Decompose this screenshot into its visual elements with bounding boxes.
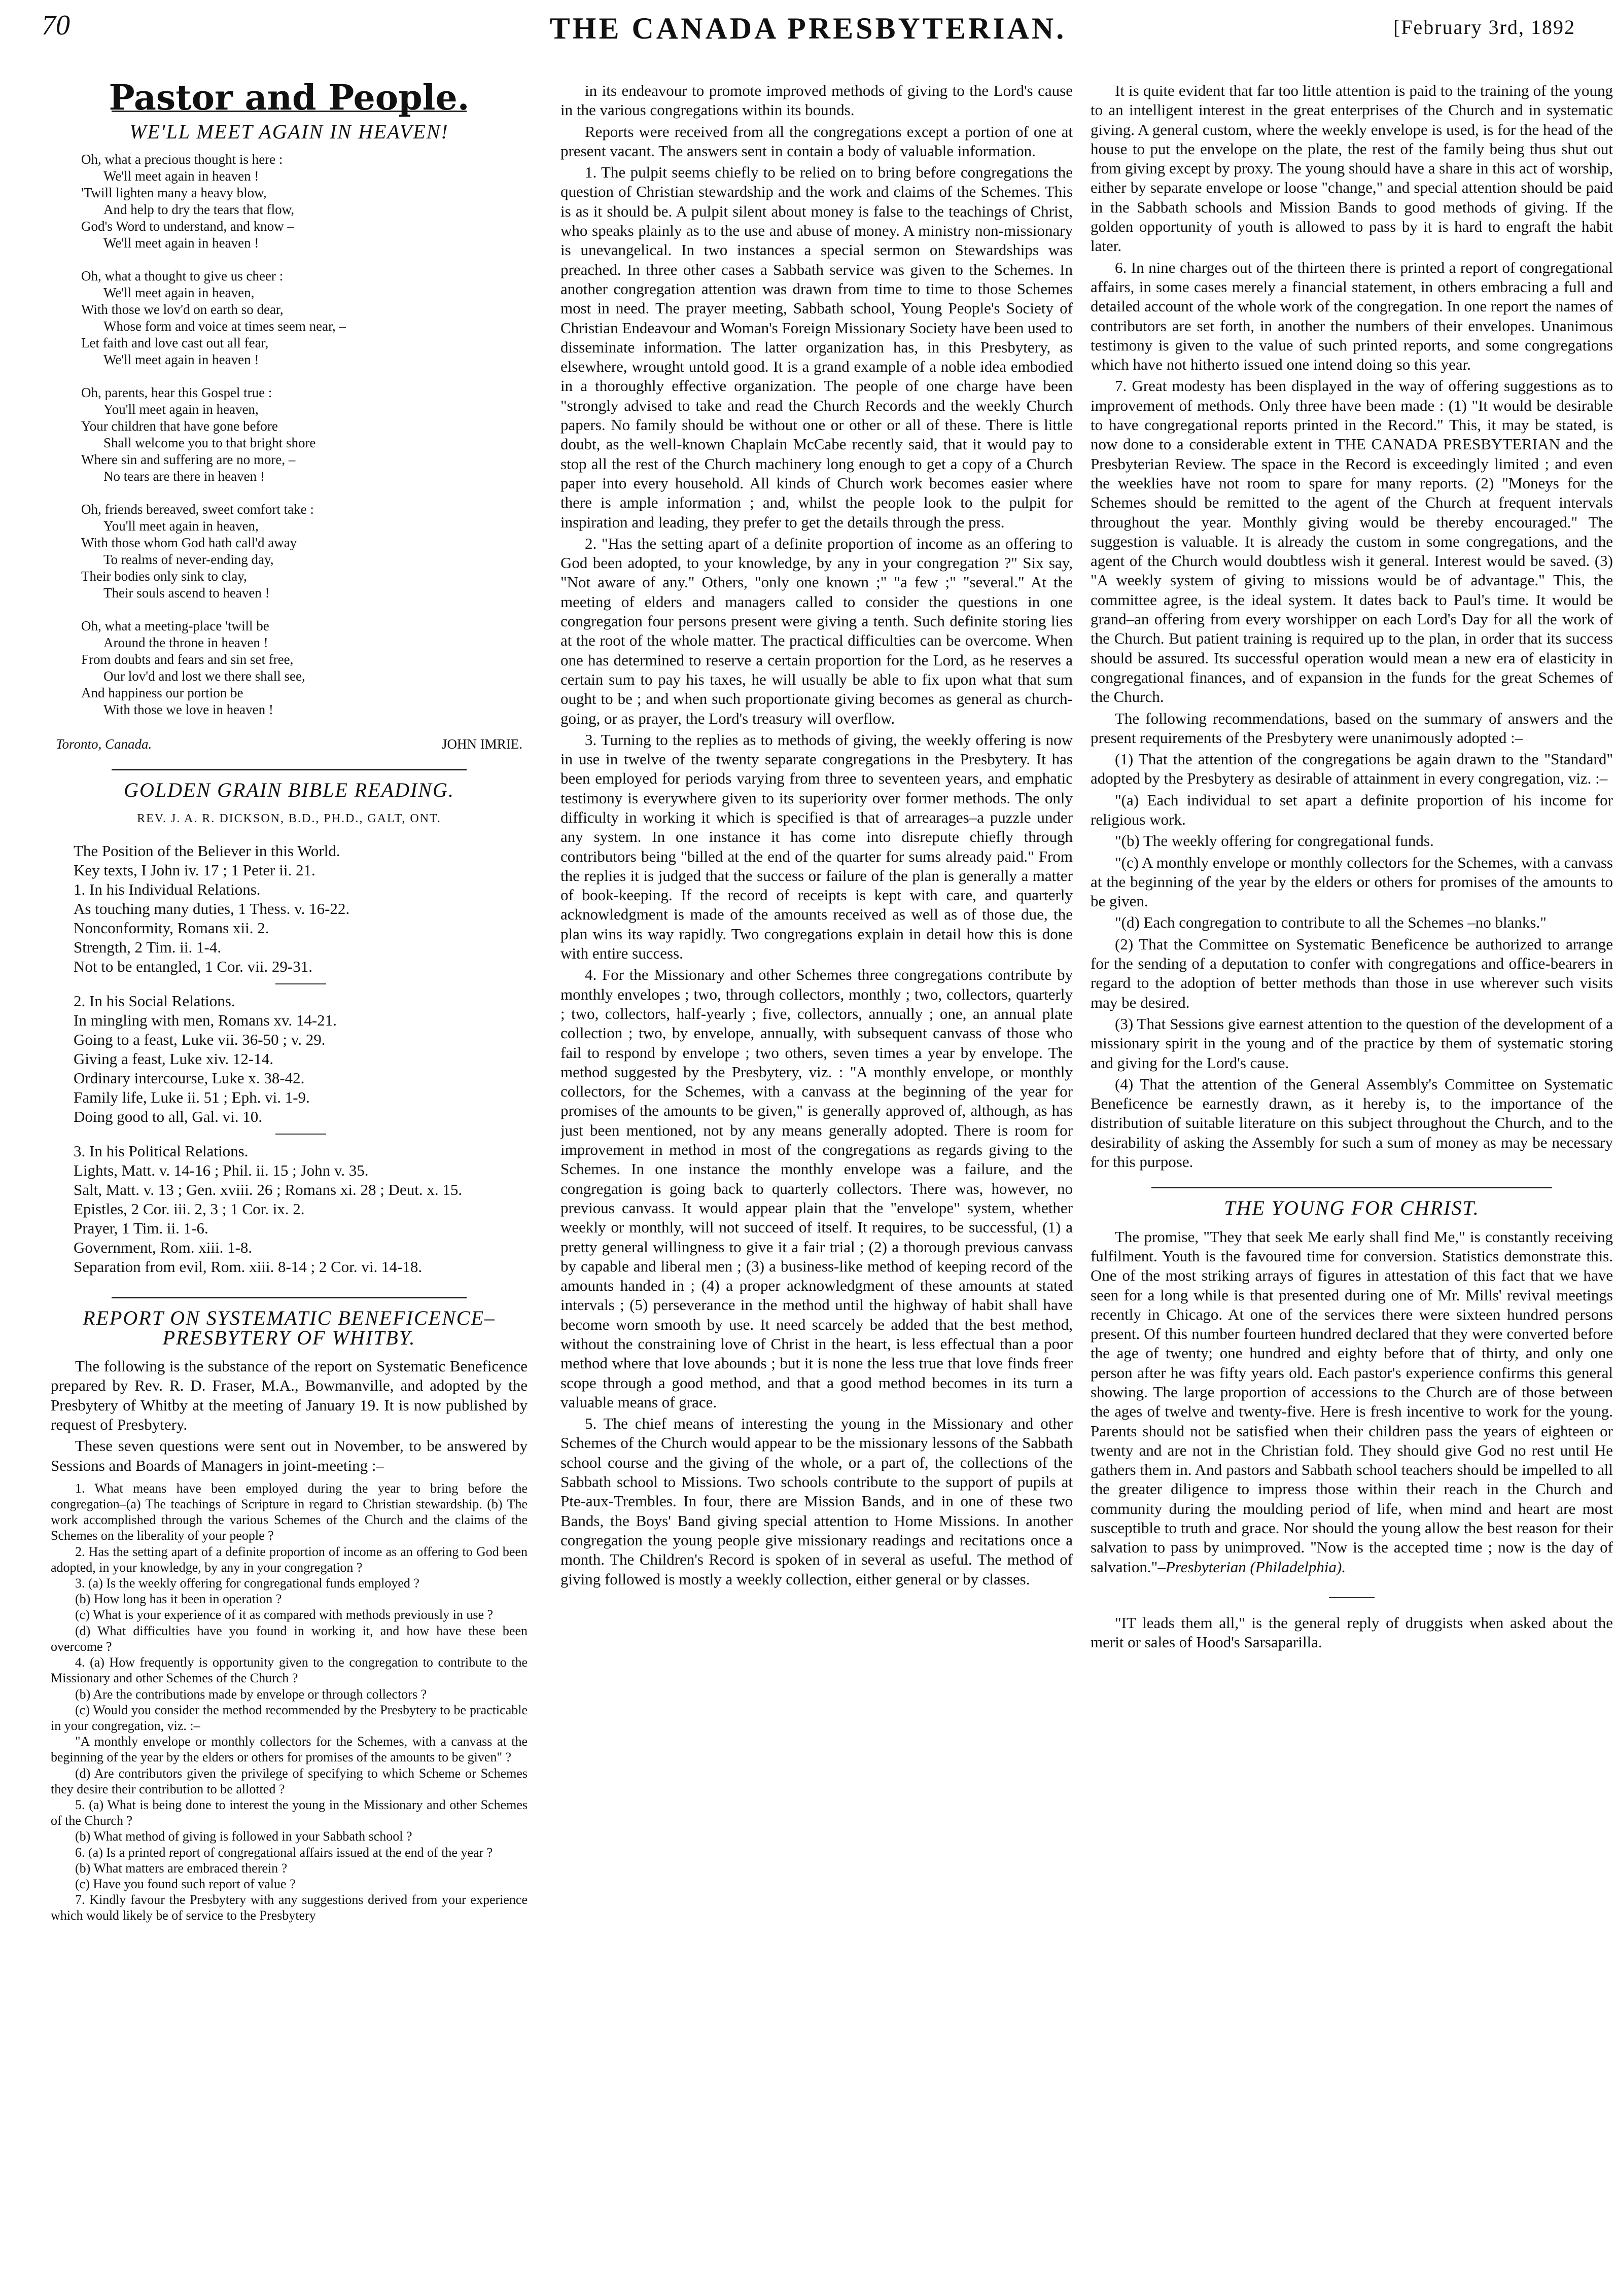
- report-question: "A monthly envelope or monthly collectors for the Schemes, with a canvass at the beginning of the year by the elders or others for promises of the amounts to be given" ?: [51, 1734, 528, 1765]
- article-paragraph: (3) That Sessions give earnest attention to the question of the development of a missionary spirit in the young and of the practice by them of systematic storing and giving for the Lord's cause.: [1091, 1014, 1613, 1072]
- poem-line: No tears are there in heaven !: [103, 468, 265, 484]
- report-question: (c) Have you found such report of value ?: [75, 1876, 296, 1891]
- poem-line: Shall welcome you to that bright shore: [103, 435, 316, 450]
- bible-reading-line: Not to be entangled, 1 Cor. vii. 29-31.: [74, 958, 312, 976]
- report-question: (c) Would you consider the method recommended by the Presbytery to be practicable in your congregation, viz. :–: [51, 1702, 528, 1733]
- bible-reading-line: Salt, Matt. v. 13 ; Gen. xviii. 26 ; Romans xi. 28 ; Deut. x. 15.: [74, 1181, 463, 1199]
- young-for-christ-source: –Presbyterian (Philadelphia).: [1157, 1558, 1346, 1576]
- report-question: 2. Has the setting apart of a definite proportion of income as an offering to God been adopted, in your knowledge, by any in your congregation ?: [51, 1544, 528, 1575]
- advertisement: "IT leads them all," is the general reply of druggists when asked about the merit or sales of Hood's Sarsaparilla.: [1091, 1613, 1613, 1651]
- article-paragraph: The following recommendations, based on the summary of answers and the present requirements of the Presbytery were unanimously adopted :–: [1091, 709, 1613, 747]
- report-question: (d) Are contributors given the privilege of specifying to which Scheme or Schemes they desire their contribution to be allotted ?: [51, 1765, 528, 1796]
- article-paragraph: 7. Great modesty has been displayed in the way of offering suggestions as to improvement of methods. Only three have been made : (1) "It would be desirable to have congregational reports printed in the Record." This, it may be stated, is now done to a considerable extent in THE CANADA PRESBYTERIAN and the Presbyterian Review. The space in the Record is exceedingly limited ; and even the weeklies have not room to spare for many reports. (2) "Moneys for the Schemes should be remitted to the agent of the Church at frequent intervals throughout the year. Monthly giving would be thereby encouraged." The suggestion is valuable. It is already the custom in some congregations, and the agent of the Church would doubtless wish it general. Interest would be saved. (3) "A weekly system of giving to missions would be of advantage." This, the committee agree, is the ideal system. It dates back to Paul's time. It would be grand–an offering from every worshipper on each Lord's Day for all the work of the Church. But patient training is required up to the plan, in order that its success should be assured. Its successful operation would mean a new era of elasticity in congregational finances, and of expansion in the funds for the great Schemes of the Church.: [1091, 377, 1613, 706]
- bible-reading-line: Lights, Matt. v. 14-16 ; Phil. ii. 15 ; John v. 35.: [74, 1161, 369, 1180]
- article-paragraph: 5. The chief means of interesting the young in the Missionary and other Schemes of the Church would appear to be the missionary lessons of the Sabbath school course and the giving of the whole, or a part of, the collections of the Sabbath school to Missions. Two schools contribute to the support of pupils at Pte-aux-Trembles. In four, there are Mission Bands, and in one of these two Bands, the Boys' Band giving special attention to Home Missions. In another congregation the young people give missionary readings and recitations once a month. The Children's Record is spoken of in several as useful. The method of giving followed is mostly a weekly collection, either general or by classes.: [560, 1415, 1073, 1588]
- bible-reading-line: Prayer, 1 Tim. ii. 1-6.: [74, 1219, 208, 1238]
- bible-reading-line: Family life, Luke ii. 51 ; Eph. vi. 1-9.: [74, 1088, 310, 1107]
- poem-line: You'll meet again in heaven,: [103, 401, 259, 417]
- bible-reading-line: The Position of the Believer in this World.: [74, 842, 340, 860]
- poem-author: JOHN IMRIE.: [442, 736, 522, 752]
- poem-line: From doubts and fears and sin set free,: [81, 651, 294, 667]
- poem-line: Around the throne in heaven !: [103, 634, 268, 650]
- poem: [81, 151, 528, 718]
- poem-line: With those we lov'd on earth so dear,: [81, 301, 284, 317]
- poem-line: We'll meet again in heaven !: [103, 235, 259, 251]
- poem-line: Let faith and love cast out all fear,: [81, 335, 269, 350]
- poem-line: Their souls ascend to heaven !: [103, 585, 270, 601]
- bible-reading-line: Giving a feast, Luke xiv. 12-14.: [74, 1050, 274, 1068]
- poem-stanza: [81, 618, 528, 718]
- article-paragraph: 1. The pulpit seems chiefly to be relied on to bring before congregations the question of Christian stewardship and the work and claims of the Schemes. This is as it should be. A pulpit silent about money is false to the teachings of Christ, who speaks plainly as to the use and abuse of money. A ministry non-missionary is unevangelical. In two instances a special sermon on Stewardships was preached. In three other cases a Sabbath service was given to the Schemes. In another congregation attention was drawn from time to time to those Schemes most in need. The prayer meeting, Sabbath school, Young People's Society of Christian Endeavour and Woman's Foreign Missionary Society have been used to disseminate information. The latter organization has, in this Presbytery, as elsewhere, wrought untold good. It is a grand example of a noble idea embodied in a thoroughly effective organization. The people of one charge have been "strongly advised to take and read the Church Records and the weekly Church papers. No family should be without one or other or all of these. There is little doubt, as the well-known Chaplain McCabe recently said, that it would pay to stop all the rest of the Church machinery long enough to get a copy of a Church paper into every household. All kinds of Church work becomes easier where there is ample information ; and, whilst the people look to the pulpit for inspiration and leading, they prefer to get the details through the press.: [560, 163, 1073, 531]
- article-paragraph: Reports were received from all the congregations except a portion of one at present vacant. The answers sent in contain a body of valuable information.: [560, 122, 1073, 160]
- report-question: (d) What difficulties have you found in working it, and how have these been overcome ?: [51, 1623, 528, 1654]
- article-paragraph: "(c) A monthly envelope or monthly collectors for the Schemes, with a canvass at the beginning of the year by the elders or others for promises of the amounts to be given.: [1091, 853, 1613, 910]
- poem-line: Our lov'd and lost we there shall see,: [103, 668, 305, 684]
- bible-reading-line: Nonconformity, Romans xii. 2.: [74, 919, 269, 937]
- poem-stanza: [81, 151, 528, 252]
- article-paragraph: (4) That the attention of the General Assembly's Committee on Systematic Beneficence be earnestly drawn, as it hereby is, to the importance of the distribution of suitable literature on this subject throughout the Church, and to the desirability of asking the Assembly for such a sum of money as may be necessary for this purpose.: [1091, 1075, 1613, 1171]
- poem-line: Oh, what a thought to give us cheer :: [81, 268, 284, 284]
- column-2: [560, 81, 1073, 2282]
- newspaper-title: THE CANADA PRESBYTERIAN.: [549, 12, 1067, 45]
- report-continuation: [1091, 81, 1613, 1172]
- report-question: 5. (a) What is being done to interest the young in the Missionary and other Schemes of the Church ?: [51, 1797, 528, 1828]
- article-paragraph: "(d) Each congregation to contribute to all the Schemes –no blanks.": [1115, 913, 1547, 932]
- bible-reading: [74, 841, 528, 1277]
- poem-stanza: [81, 384, 528, 485]
- bible-reading-line: Strength, 2 Tim. ii. 1-4.: [74, 938, 222, 957]
- report-question: (b) What method of giving is followed in your Sabbath school ?: [75, 1829, 412, 1844]
- poem-line: You'll meet again in heaven,: [103, 518, 259, 534]
- report-paragraph: The following is the substance of the report on Systematic Beneficence prepared by Rev. R. D. Fraser, M.A., Bowmanville, and adopted by the Presbytery of Whitby at the meeting of January 19. It is now published by request of Presbytery.: [51, 1357, 528, 1433]
- bible-reading-line: Government, Rom. xiii. 1-8.: [74, 1239, 253, 1257]
- divider: [275, 1134, 326, 1135]
- column-3: [1091, 81, 1613, 2282]
- bible-reading-byline: REV. J. A. R. DICKSON, B.D., PH.D., GALT, ONT.: [137, 812, 441, 826]
- report-question: (b) Are the contributions made by envelope or through collectors ?: [75, 1686, 427, 1702]
- bible-reading-line: 2. In his Social Relations.: [74, 992, 235, 1010]
- poem-line: Their bodies only sink to clay,: [81, 568, 247, 584]
- department-heading: Pastor and People.: [109, 81, 470, 118]
- bible-reading-line: Separation from evil, Rom. xiii. 8-14 ; 2 Cor. vi. 14-18.: [74, 1258, 423, 1276]
- article-paragraph: 2. "Has the setting apart of a definite proportion of income as an offering to God been adopted, to your knowledge, by any in your congregation ?" Six say, "Not aware of any." Others, "only one known ;" "a few ;" "several." At the meeting of elders and managers called to consider the questions in one congregation four persons present were giving a tenth. Such definite storing lies at the root of the whole matter. The practical difficulties can be overcome. When one has determined to reserve a certain proportion for the Lord, as he reserves a certain sum to pay his taxes, he will usually be able to fix upon what that sum ought to be ; and when such proportionate giving becomes as general as church-going, or as prayer, the Lord's treasury will overflow.: [560, 534, 1073, 727]
- poem-line: With those we love in heaven !: [103, 701, 273, 717]
- divider: [112, 769, 467, 770]
- article-paragraph: "(b) The weekly offering for congregational funds.: [1115, 832, 1434, 850]
- report-question: 3. (a) Is the weekly offering for congregational funds employed ?: [75, 1576, 419, 1591]
- poem-line: God's Word to understand, and know –: [81, 218, 294, 234]
- poem-line: We'll meet again in heaven,: [103, 285, 255, 300]
- poem-line: To realms of never-ending day,: [103, 551, 274, 567]
- divider: [1151, 1187, 1552, 1188]
- poem-line: Your children that have gone before: [81, 418, 278, 434]
- article-paragraph: (2) That the Committee on Systematic Beneficence be authorized to arrange for the sending of a deputation to confer with congregations and office-bearers in regard to the adoption of better methods than those in use wherever such visits may be desired.: [1091, 935, 1613, 1011]
- poem-line: Oh, parents, hear this Gospel true :: [81, 384, 272, 400]
- article-paragraph: "(a) Each individual to set apart a definite proportion of his income for religious work.: [1091, 791, 1613, 828]
- report-title: REPORT ON SYSTEMATIC BENEFICENCE– PRESBYTERY OF WHITBY.: [83, 1306, 496, 1349]
- divider: [275, 983, 326, 984]
- poem-stanza: [81, 268, 528, 368]
- poem-line: Oh, what a meeting-place 'twill be: [81, 618, 269, 633]
- report-questions: [51, 1480, 528, 1924]
- page-number: 70: [42, 10, 70, 41]
- article-paragraph: (1) That the attention of the congregations be again drawn to the "Standard" adopted by the Presbytery as desirable of attainment in every congregation, viz. :–: [1091, 750, 1613, 788]
- report-intro: [51, 1357, 528, 1475]
- poem-place: Toronto, Canada.: [56, 736, 152, 752]
- poem-line: With those whom God hath call'd away: [81, 535, 297, 550]
- poem-title: WE'LL MEET AGAIN IN HEAVEN!: [129, 120, 449, 144]
- bible-reading-line: Epistles, 2 Cor. iii. 2, 3 ; 1 Cor. ix. 2.: [74, 1200, 305, 1218]
- bible-reading-line: Doing good to all, Gal. vi. 10.: [74, 1108, 262, 1126]
- report-paragraph: These seven questions were sent out in November, to be answered by Sessions and Boards of Managers in joint-meeting :–: [51, 1437, 528, 1474]
- bible-reading-line: In mingling with men, Romans xv. 14-21.: [74, 1011, 337, 1030]
- article-paragraph: 6. In nine charges out of the thirteen there is printed a report of congregational affairs, in some cases merely a financial statement, in others embracing a full and detailed account of the whole work of the congregation. In one report the names of contributors are set forth, in another the numbers of their envelopes. Unanimous testimony is given to the value of such printed reports, and some congregations which have not hitherto issued one intend doing so this year.: [1091, 258, 1613, 374]
- poem-line: 'Twill lighten many a heavy blow,: [81, 185, 267, 200]
- bible-reading-line: Ordinary intercourse, Luke x. 38-42.: [74, 1069, 305, 1087]
- poem-line: And happiness our portion be: [81, 685, 243, 700]
- poem-line: Whose form and voice at times seem near, –: [103, 318, 346, 334]
- poem-signature: [56, 734, 522, 754]
- article-paragraph: 4. For the Missionary and other Schemes three congregations contribute by monthly envelopes ; two, through collectors, monthly ; two, collectors, quarterly ; two, collectors, half-yearly ; five, collectors, annually ; one, an annual plate collection ; two, by envelope, annually, with subsequent canvass of those who fail to respond by envelope ; two others, seven times a year by envelope. The method suggested by the Presbytery, viz. : "A monthly envelope, or monthly collectors, for the Schemes, with a canvass at the beginning of the year for promises of the amounts to be given," is generally approved of, although, as has just been mentioned, not by any means generally adopted. There is room for improvement in method in most of the congregations as regards giving to the Schemes. In one instance the monthly envelope was a failure, and the congregation is going back to quarterly collectors. There was, however, no previous canvass. It would appear plain that the "envelope" system, whether weekly or monthly, will not succeed of itself. It requires, to be successful, (1) a pretty general willingness to give it a fair trial ; (2) a thorough previous canvass by capable and liberal men ; (3) a business-like method of keeping record of the amounts handed in ; (4) a proper acknowledgment of these amounts at stated intervals ; (5) perseverance in the method until the highway of habit shall have become worn smooth by use. It need scarcely be added that the best method, without the constraining love of Christ in the heart, is less effectual than a poor method where that love abounds ; but it is none the less true that love finds freer scope through a good method, and that a good method becomes in its turn a valuable means of grace.: [560, 966, 1073, 1411]
- young-for-christ-title: THE YOUNG FOR CHRIST.: [1224, 1196, 1480, 1220]
- divider: [1329, 1597, 1375, 1598]
- column-1: [51, 81, 528, 2282]
- article-paragraph: It is quite evident that far too little attention is paid to the training of the young to an intelligent interest in the great enterprises of the Church and in systematic giving. A general custom, where the weekly envelope is used, is for the head of the house to put the envelope on the plate, the rest of the family being thus shut out from giving except by proxy. The young should have a share in this act of worship, either by separate envelope or loose "change," and special attention should be paid in the Sabbath schools and Mission Bands to good methods of giving. If the golden opportunity of youth is allowed to pass by it is hard to engraft the habit later.: [1091, 82, 1613, 255]
- bible-reading-line: 1. In his Individual Relations.: [74, 880, 261, 899]
- report-question: 4. (a) How frequently is opportunity given to the congregation to contribute to the Missionary and other Schemes of the Church ?: [51, 1655, 528, 1686]
- poem-line: Oh, what a precious thought is here :: [81, 151, 283, 167]
- poem-line: We'll meet again in heaven !: [103, 168, 259, 184]
- bible-reading-line: As touching many duties, 1 Thess. v. 16-22.: [74, 900, 350, 918]
- report-question: 7. Kindly favour the Presbytery with any suggestions derived from your experience which would likely be of service to the Presbytery: [51, 1892, 528, 1923]
- issue-date: [February 3rd, 1892: [1393, 16, 1575, 39]
- poem-line: Oh, friends bereaved, sweet comfort take :: [81, 501, 314, 517]
- article-paragraph: 3. Turning to the replies as to methods of giving, the weekly offering is now in use in twelve of the twenty separate congregations in the Presbytery. It has been employed for periods varying from three to seventeen years, and emphatic testimony is everywhere given to its superiority over former methods. The only difficulty in working it which is specified is that of arrearages–a puzzle under any system. In one instance it has come into disrepute chiefly through contributors being "billed at the end of the quarter for sums already paid." From the replies it is judged that the success or failure of the plan is generally a matter of book-keeping. If the record of receipts is kept with care, and quarterly acknowledgment is made of the amounts received as well as of those due, the plan wins its way rapidly. Two congregations explain in detail how this is done with entire success.: [560, 730, 1073, 963]
- report-question: (b) How long has it been in operation ?: [75, 1592, 282, 1607]
- poem-stanza: [81, 501, 528, 602]
- article-paragraph: in its endeavour to promote improved methods of giving to the Lord's cause in the various congregations within its bounds.: [560, 82, 1073, 119]
- masthead: [0, 0, 1616, 56]
- report-question: (b) What matters are embraced therein ?: [75, 1860, 288, 1876]
- young-for-christ-body: [1091, 1227, 1613, 1577]
- bible-reading-title: GOLDEN GRAIN BIBLE READING.: [124, 778, 454, 801]
- report-question: 6. (a) Is a printed report of congregational affairs issued at the end of the year ?: [75, 1845, 493, 1860]
- divider: [112, 1297, 467, 1298]
- report-question: (c) What is your experience of it as compared with methods previously in use ?: [75, 1607, 494, 1622]
- poem-line: Where sin and suffering are no more, –: [81, 451, 296, 467]
- young-for-christ-text: The promise, "They that seek Me early shall find Me," is constantly receiving fulfilment. Youth is the favoured time for conversion. Statistics demonstrate this. One of the most striking arrays of figures in attestation of this fact that we have seen for a long while is that presented during one of Mr. Mills' revival meetings recently in Chicago. At one of the services there were sixteen hundred persons present. Of this number fourteen hundred declared that they were converted before the age of twenty; one hundred and eighty before that of thirty, and only one person after he was fifty years old. Each pastor's experience confirms this general showing. The large proportion of accessions to the Church are of those between the ages of twelve and twenty-five. Here is fresh incentive to work for the young. Parents should not be satisfied when their children pass the years of eighteen or twenty and are not in the Christian fold. They should give God no rest until He gathers them in. And pastors and Sabbath school teachers should be impelled to all the greater diligence to impress those within their reach in the Church and community during the moulding period of life, when mind and heart are most susceptible to truth and grace. Nor should the young allow the best reason for their salvation to pass by unimproved. "Now is the accepted time ; now is the day of salvation.": [1091, 1227, 1613, 1576]
- report-question: 1. What means have been employed during the year to bring before the congregation–(a) The teachings of Scripture in regard to Christian stewardship. (b) The work accomplished through the various Schemes of the Church and the claims of the Schemes on the liberality of your people ?: [51, 1480, 528, 1543]
- poem-line: We'll meet again in heaven !: [103, 351, 259, 367]
- bible-reading-line: 3. In his Political Relations.: [74, 1142, 249, 1160]
- bible-reading-line: Key texts, I John iv. 17 ; 1 Peter ii. 21.: [74, 861, 315, 879]
- bible-reading-line: Going to a feast, Luke vii. 36-50 ; v. 29.: [74, 1031, 326, 1049]
- poem-line: And help to dry the tears that flow,: [103, 201, 295, 217]
